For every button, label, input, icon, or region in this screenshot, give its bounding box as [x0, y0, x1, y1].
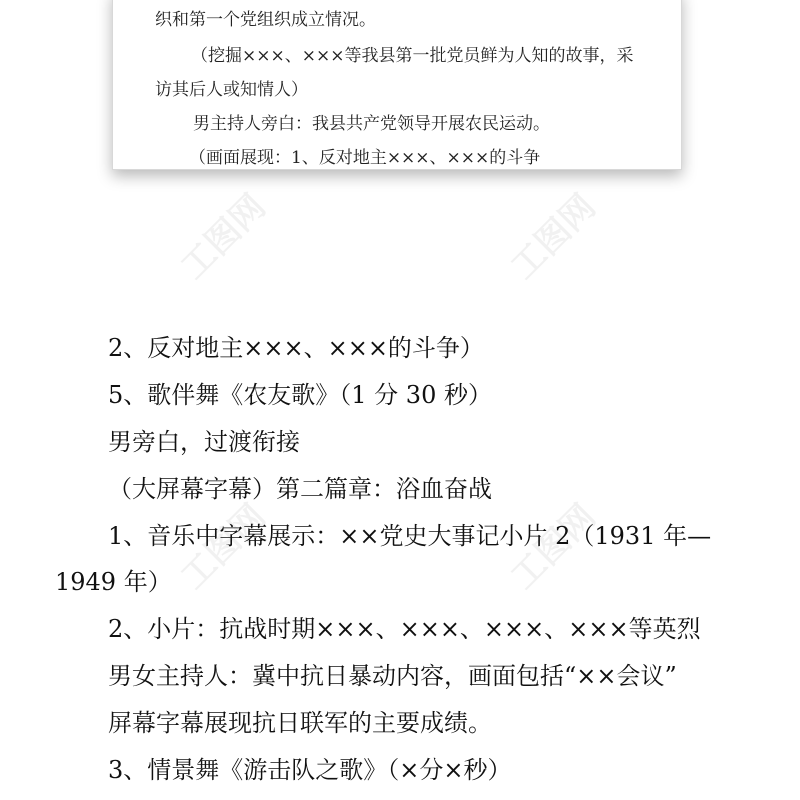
body-text-line: 屏幕字幕展现抗日联军的主要成绩。 — [108, 709, 492, 737]
document-preview-card — [112, 0, 682, 170]
body-text-line: 1949 年） — [55, 568, 172, 596]
card-text-line: 访其后人或知情人） — [155, 80, 308, 100]
card-text-line: 男主持人旁白：我县共产党领导开展农民运动。 — [193, 114, 550, 134]
watermark-text: 工图网 — [173, 496, 274, 598]
watermark-text: 工图网 — [503, 496, 604, 598]
card-text-line: 织和第一个党组织成立情况。 — [155, 10, 376, 30]
body-text-line: 1、音乐中字幕展示：××党史大事记小片 2（1931 年— — [108, 522, 712, 550]
watermark-text: 工图网 — [503, 186, 604, 288]
body-text-line: 男女主持人：冀中抗日暴动内容，画面包括“××会议” — [108, 662, 677, 690]
card-text-line: （挖掘×××、×××等我县第一批党员鲜为人知的故事，采 — [191, 46, 634, 66]
body-text-line: 男旁白，过渡衔接 — [108, 428, 300, 456]
body-text-line: 2、反对地主×××、×××的斗争） — [108, 334, 484, 362]
body-text-line: 5、歌伴舞《农友歌》（1 分 30 秒） — [108, 381, 492, 409]
body-text-line: 3、情景舞《游击队之歌》（×分×秒） — [108, 756, 512, 784]
body-text-line: 2、小片：抗战时期×××、×××、×××、×××等英烈 — [108, 615, 701, 643]
watermark-text: 工图网 — [173, 186, 274, 288]
body-text-line: （大屏幕字幕）第二篇章：浴血奋战 — [108, 475, 492, 503]
card-text-line: （画面展现：1、反对地主×××、×××的斗争 — [189, 148, 541, 168]
